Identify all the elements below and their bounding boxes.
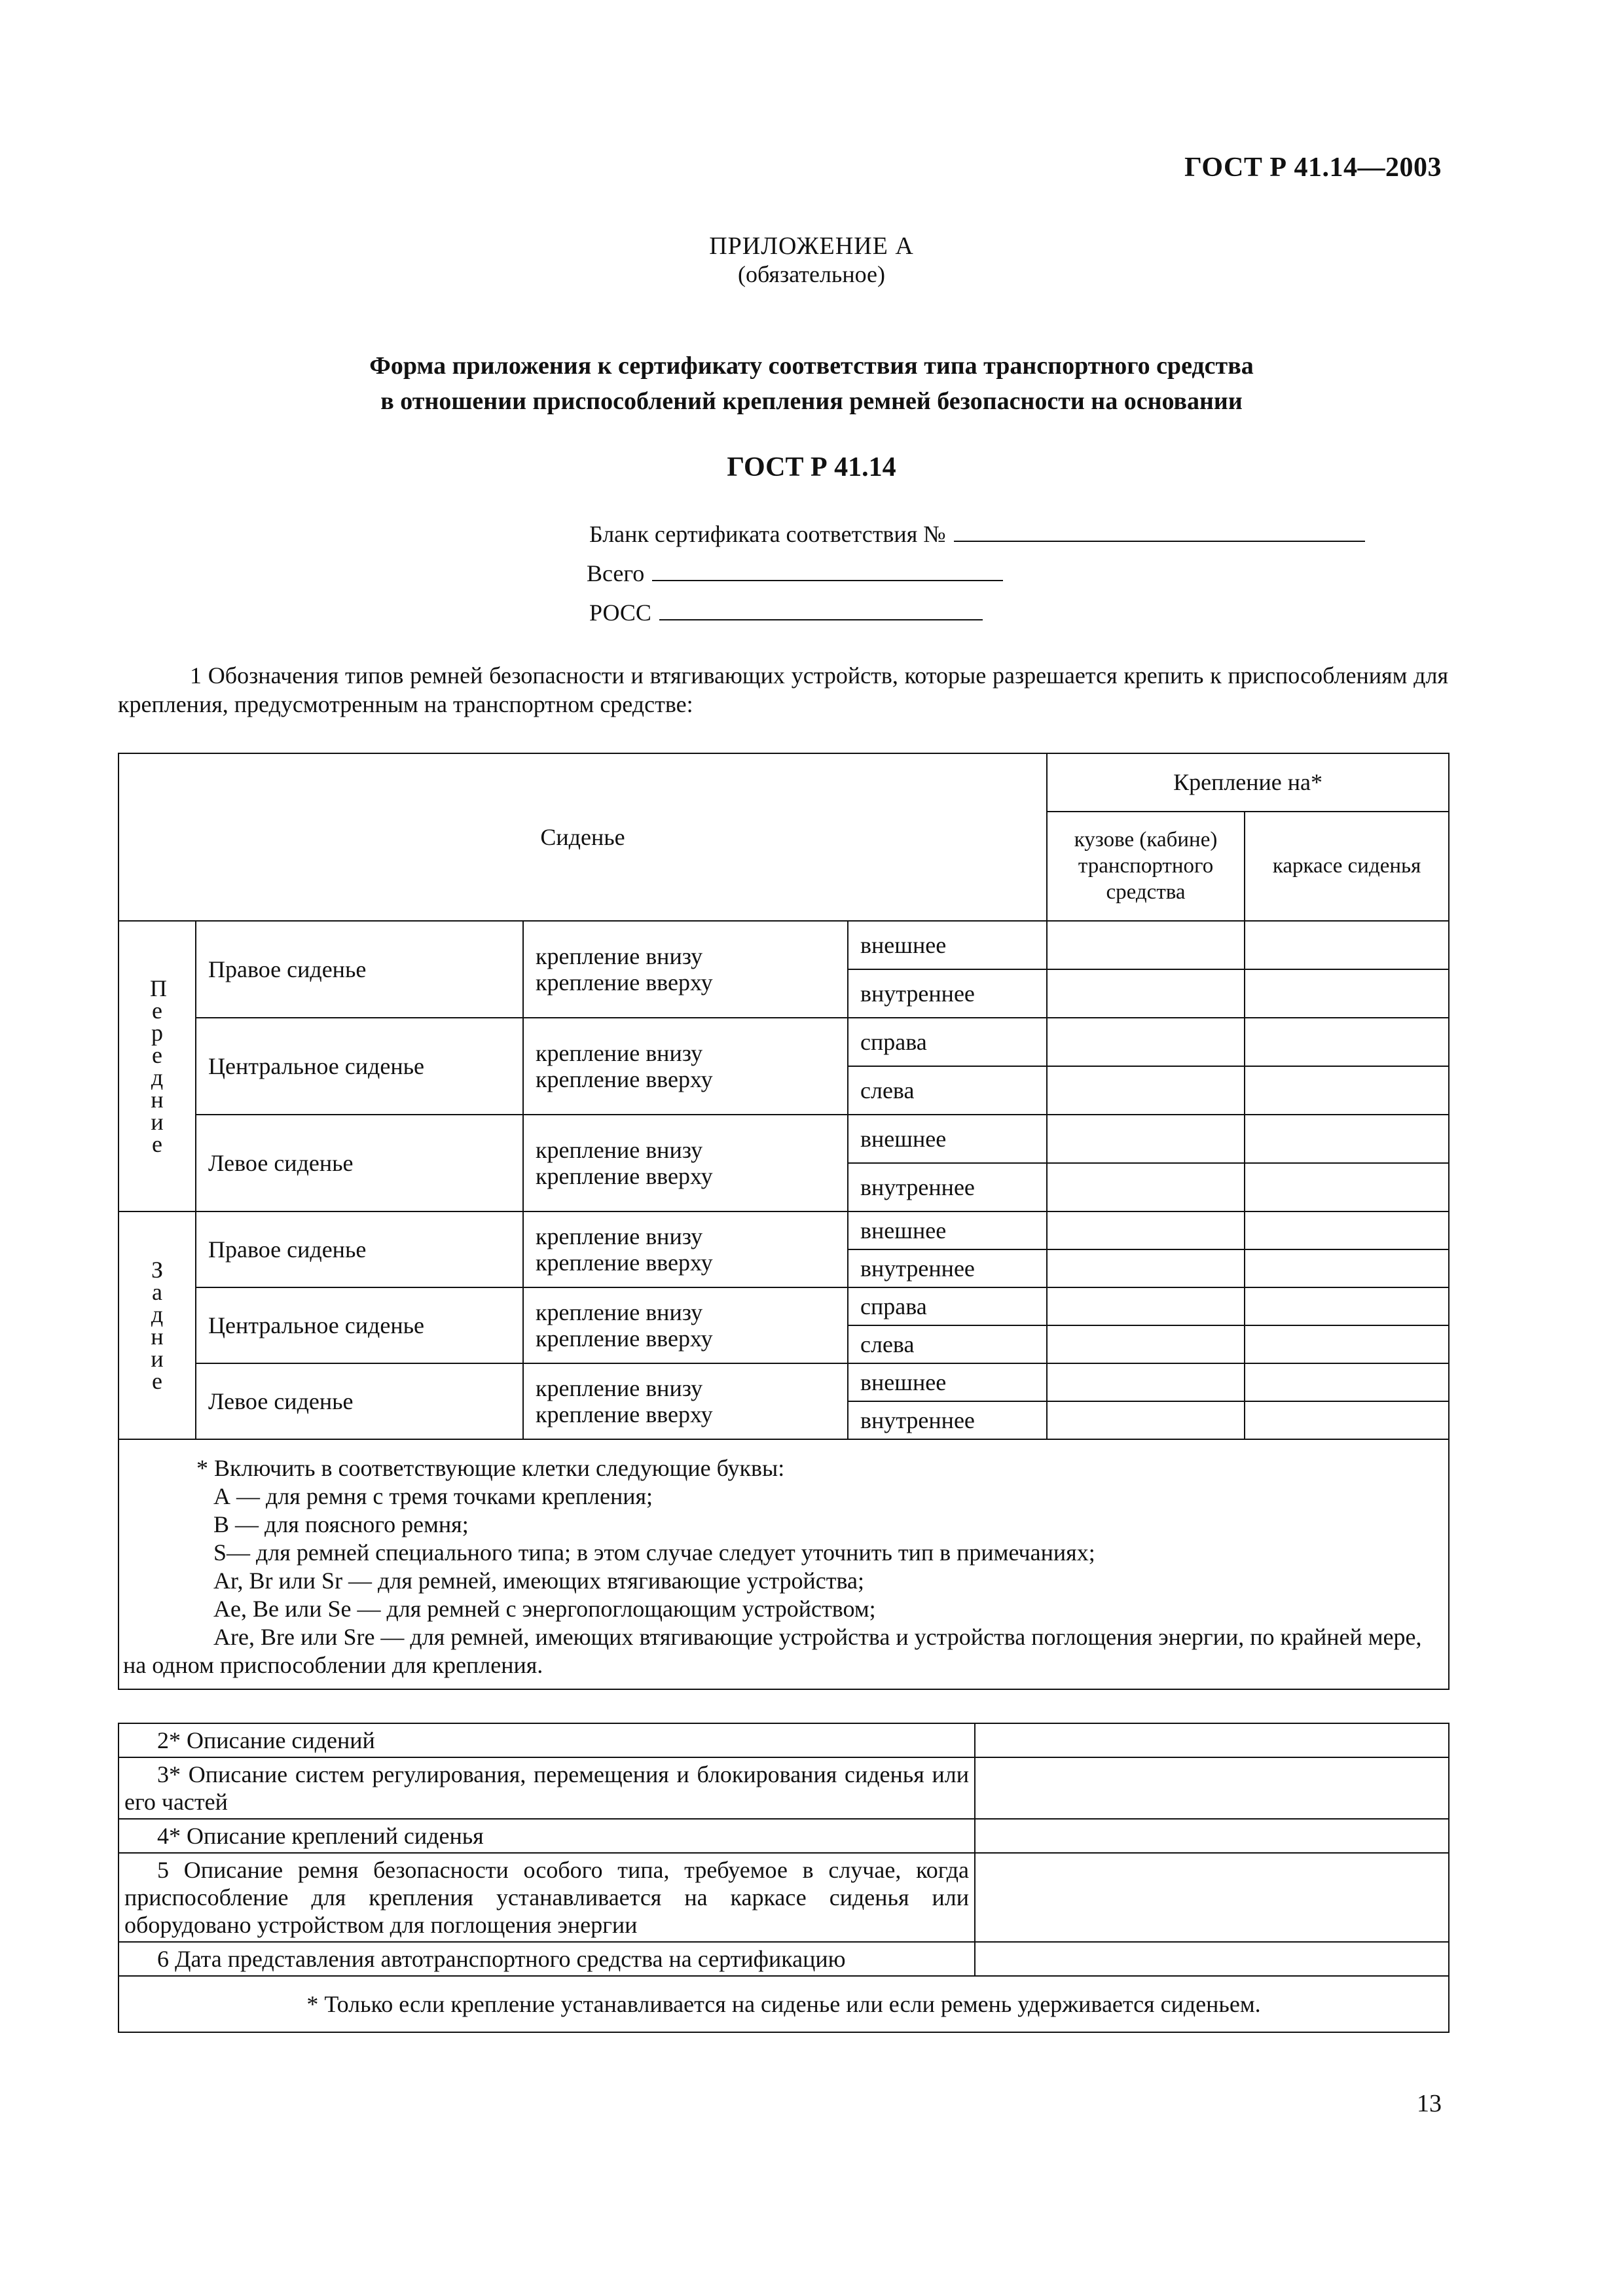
position-cell: внешнее: [848, 921, 1047, 969]
table-row: [119, 1018, 1449, 1066]
note-line: Ar, Br или Sr — для ремней, имеющих втягивающие устройства;: [213, 1568, 865, 1594]
position-cell: внутреннее: [848, 1163, 1047, 1211]
ross-field: [589, 597, 983, 626]
mount-high: крепление вверху: [536, 969, 713, 996]
seat-anchorage-table: [118, 753, 1450, 1690]
seat-header: Сиденье: [119, 753, 1047, 921]
position-cell: внешнее: [848, 1211, 1047, 1249]
note-line: Are, Bre или Sre — для ремней, имеющих втягивающие устройства и устройства поглощения энергии, по крайней мере, на одном приспособлении для крепления.: [123, 1624, 1422, 1678]
frame-cell[interactable]: [1245, 1066, 1449, 1115]
note-line: А — для ремня с тремя точками крепления;: [213, 1483, 653, 1509]
position-cell: внешнее: [848, 1115, 1047, 1163]
mount-low: крепление внизу: [536, 943, 703, 969]
frame-cell[interactable]: [1245, 1249, 1449, 1287]
seat-left-label: Левое сиденье: [196, 1115, 523, 1211]
description-table: [118, 1723, 1450, 2033]
mount-type: [523, 1363, 848, 1439]
frame-cell[interactable]: [1245, 1325, 1449, 1363]
form-title: [0, 348, 1623, 419]
front-group-text: Передние: [150, 975, 167, 1157]
desc-value-cell[interactable]: [975, 1853, 1449, 1942]
position-cell: внутреннее: [848, 1249, 1047, 1287]
table-row: [119, 921, 1449, 969]
mount-low: крепление внизу: [536, 1299, 703, 1325]
certificate-blank-underline[interactable]: [954, 518, 1365, 542]
paragraph-1: 1 Обозначения типов ремней безопасности и втягивающих устройств, которые разрешается крепить к приспособлениям для крепления, предусмотренным на транспортном средстве:: [118, 662, 1448, 717]
seat-left-label: Левое сиденье: [196, 1363, 523, 1439]
certificate-blank-field: [589, 518, 1365, 548]
frame-cell[interactable]: [1245, 1211, 1449, 1249]
seat-center-label: Центральное сиденье: [196, 1287, 523, 1363]
mount-high: крепление вверху: [536, 1066, 713, 1092]
rear-group-label: [119, 1211, 196, 1439]
frame-cell[interactable]: [1245, 1287, 1449, 1325]
body-cell[interactable]: [1047, 1115, 1245, 1163]
footnote-row: [119, 1976, 1449, 2032]
seat-right-label: Правое сиденье: [196, 921, 523, 1018]
desc-row: [119, 1723, 1449, 1757]
ross-underline[interactable]: [659, 597, 983, 620]
desc-row: [119, 1942, 1449, 1976]
table-row: [119, 1115, 1449, 1163]
mount-header: Крепление на*: [1047, 753, 1449, 812]
page-number: 13: [1417, 2090, 1442, 2117]
seat-center-label: Центральное сиденье: [196, 1018, 523, 1115]
table-row: [119, 1211, 1449, 1249]
notes-row: [119, 1439, 1449, 1689]
body-cell[interactable]: [1047, 1287, 1245, 1325]
frame-cell[interactable]: [1245, 1018, 1449, 1066]
form-title-line-1: Форма приложения к сертификату соответствия типа транспортного средства: [369, 352, 1254, 380]
position-cell: справа: [848, 1287, 1047, 1325]
rear-group-text: Задние: [151, 1257, 164, 1394]
frame-cell[interactable]: [1245, 1401, 1449, 1439]
mount-high: крепление вверху: [536, 1401, 713, 1427]
body-cell[interactable]: [1047, 969, 1245, 1018]
body-cell[interactable]: [1047, 1325, 1245, 1363]
frame-cell[interactable]: [1245, 921, 1449, 969]
body-cell[interactable]: [1047, 1401, 1245, 1439]
form-standard: ГОСТ Р 41.14: [727, 452, 896, 482]
body-cell[interactable]: [1047, 1211, 1245, 1249]
mount-type: [523, 1287, 848, 1363]
body-cell[interactable]: [1047, 1018, 1245, 1066]
note-line: В — для поясного ремня;: [213, 1511, 469, 1537]
desc-row: [119, 1757, 1449, 1819]
mount-high: крепление вверху: [536, 1163, 713, 1189]
frame-cell[interactable]: [1245, 1163, 1449, 1211]
total-field: [587, 558, 1003, 587]
mount-type: [523, 921, 848, 1018]
body-cell[interactable]: [1047, 1363, 1245, 1401]
certificate-blank-label: Бланк сертификата соответствия №: [589, 521, 946, 547]
annex-subtitle: (обязательное): [738, 261, 885, 287]
seat-right-label: Правое сиденье: [196, 1211, 523, 1287]
col-frame-header: каркасе сиденья: [1245, 812, 1449, 921]
body-cell[interactable]: [1047, 1066, 1245, 1115]
desc-label: 2* Описание сидений: [119, 1723, 975, 1757]
position-cell: справа: [848, 1018, 1047, 1066]
footnote: * Только если крепление устанавливается на сиденье или если ремень удерживается сиденьем.: [119, 1976, 1449, 2032]
frame-cell[interactable]: [1245, 1363, 1449, 1401]
desc-value-cell[interactable]: [975, 1942, 1449, 1976]
mount-type: [523, 1211, 848, 1287]
frame-cell[interactable]: [1245, 1115, 1449, 1163]
table-header-row-1: [119, 753, 1449, 812]
desc-label: 5 Описание ремня безопасности особого типа, требуемое в случае, когда приспособление для крепления устанавливается на каркасе сиденья или оборудовано устройством для поглощения энергии: [119, 1853, 975, 1942]
desc-label: 4* Описание креплений сиденья: [119, 1819, 975, 1853]
desc-row: [119, 1853, 1449, 1942]
note-line: S— для ремней специального типа; в этом случае следует уточнить тип в примечаниях;: [213, 1539, 1095, 1566]
table-row: [119, 1287, 1449, 1325]
position-cell: слева: [848, 1325, 1047, 1363]
desc-label: 6 Дата представления автотранспортного средства на сертификацию: [119, 1942, 975, 1976]
desc-value-cell[interactable]: [975, 1819, 1449, 1853]
mount-type: [523, 1018, 848, 1115]
mount-type: [523, 1115, 848, 1211]
position-cell: внутреннее: [848, 969, 1047, 1018]
notes-cell: [119, 1439, 1449, 1689]
mount-low: крепление внизу: [536, 1137, 703, 1163]
desc-value-cell[interactable]: [975, 1723, 1449, 1757]
desc-label: 3* Описание систем регулирования, перемещения и блокирования сиденья или его частей: [119, 1757, 975, 1819]
mount-low: крепление внизу: [536, 1223, 703, 1249]
col-body-header: кузове (кабине) транспортного средства: [1047, 812, 1245, 921]
mount-low: крепление внизу: [536, 1375, 703, 1401]
position-cell: внешнее: [848, 1363, 1047, 1401]
body-cell[interactable]: [1047, 1163, 1245, 1211]
total-label: Всего: [587, 560, 645, 586]
body-cell[interactable]: [1047, 1249, 1245, 1287]
frame-cell[interactable]: [1245, 969, 1449, 1018]
table-row: [119, 1363, 1449, 1401]
note-line: * Включить в соответствующие клетки следующие буквы:: [196, 1455, 785, 1481]
total-underline[interactable]: [652, 558, 1003, 581]
form-title-line-2: в отношении приспособлений крепления ремней безопасности на основании: [380, 387, 1243, 415]
annex-title: ПРИЛОЖЕНИЕ А: [709, 232, 914, 260]
body-cell[interactable]: [1047, 921, 1245, 969]
desc-row: [119, 1819, 1449, 1853]
position-cell: слева: [848, 1066, 1047, 1115]
front-group-label: [119, 921, 196, 1211]
desc-value-cell[interactable]: [975, 1757, 1449, 1819]
position-cell: внутреннее: [848, 1401, 1047, 1439]
note-line: Ae, Be или Se — для ремней с энергопоглощающим устройством;: [213, 1596, 876, 1622]
ross-label: РОСС: [589, 600, 651, 626]
mount-high: крепление вверху: [536, 1249, 713, 1276]
mount-high: крепление вверху: [536, 1325, 713, 1352]
mount-low: крепление внизу: [536, 1040, 703, 1066]
standard-code-header: ГОСТ Р 41.14—2003: [1184, 152, 1442, 183]
